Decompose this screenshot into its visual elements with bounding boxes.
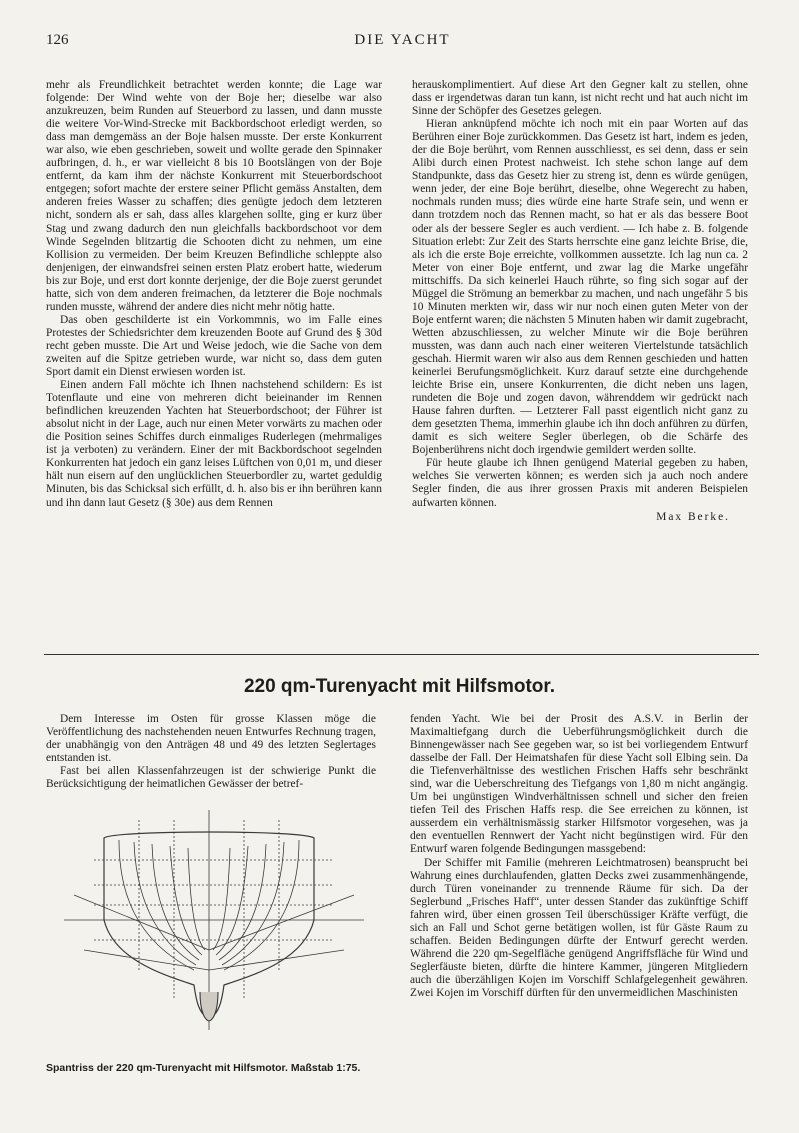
station-line <box>170 846 202 955</box>
paragraph: Das oben geschilderte ist ein Vorkommnis, wo im Falle eines Protestes der Schiedsrichter dem kreuzenden Boote auf Grund des § 30d recht geben musste. Die Art und Weise jedoch, wie die Sache von dem zweiten auf die Spitze getrieben wurde, war nicht so, dass dem guten Sport damit ein Dienst erwiesen worden ist. <box>46 313 382 379</box>
column-1 <box>46 79 382 510</box>
paragraph: Fast bei allen Klassenfahrzeugen ist der schwierige Punkt die Berücksichtigung der heimatlichen Gewässer der betref- <box>46 765 376 791</box>
paragraph: fenden Yacht. Wie bei der Prosit des A.S.V. in Berlin der Maximaltiefgang durch die Ueberführungsmöglichkeit durch die Binnengewässer nach See gegeben war, so ist bei vorliegendem Entwurf dasselbe der Fall. Der Heimatshafen für diese Yacht soll Elbing sein. Da die Tiefenverhältnisse des westlichen Frischen Haffs sehr beschränkt sind, war die Ueberschreitung des Tiefgangs von 1,80 m nicht angängig. Um bei ungünstigen Windverhältnissen schnell und sicher den freien tiefen Teil des Frischen Haffs resp. die See erreichen zu können, ist ausserdem ein verhältnismässig starker Hilfsmotor vorgesehen, was ja den eventuellen Rennwert der Yacht nicht begünstigen wird. Für den Entwurf waren folgende Bedingungen massgebend: <box>410 713 748 856</box>
paragraph: Der Schiffer mit Familie (mehreren Leichtmatrosen) beansprucht bei Wahrung eines durchlaufenden, glatten Decks zwei zusammenhängende, durch Türen voneinander zu trennende Räume für sich. Da der Seglerbund „Frisches Haff“, unter dessen Stander das zukünftige Schiff fahren wird, über einen grossen Teil überschüssiger Kräfte verfügt, die sich an Fall und Schot gerne betätigen wollen, ist für Gäste Raum zu schaffen. Beiden Bedingungen dürfte der Entwurf gerecht werden. Während die 220 qm-Segelfläche genügend Angriffsfläche für Wind und Seglerfäuste bieten, dürfte die hintere Kammer, jüngeren Mitgliedern auch die überzähligen Kojen im Vorschiff Schlafgelegenheit gewähren. Zwei Kojen im Vorschiff dürften für den unvermeidlichen Maschinisten <box>410 856 748 999</box>
column-3 <box>46 713 376 791</box>
paragraph: Einen andern Fall möchte ich Ihnen nachstehend schildern: Es ist Totenflaute und eine von mehreren dicht beieinander im Rennen befindlichen kreuzenden Yachten hat Steuerbordschoot; der Führer ist absolut nicht in der Lage, auch nur einen Meter vorwärts zu machen oder die Position seines Schiffes durch einmaliges Ruderlegen (mehrmaliges ist ja verboten) zu verändern. Einer der mit Backbordschoot segelnden Konkurrenten hat jedoch ein ganz leises Lüftchen von 0,01 m, und dieser hält nun eisern auf den unglücklichen Steuerbordler zu, wartet geduldig Minuten, bis das Schicksal sich erfüllt, d. h. also bis er ihn berühren kann und ihn dann laut Gesetz (§ 30e) aus dem Rennen <box>46 379 382 509</box>
station-line <box>213 848 230 950</box>
paragraph: Für heute glaube ich Ihnen genügend Material gegeben zu haben, welches Sie verwerten können; es werden sich ja auch noch andere Segler finden, die aus ihrer grossen Praxis mit anderen Beispielen aufwarten können. <box>412 457 748 509</box>
section-divider <box>44 654 759 655</box>
ballast-keel <box>200 992 218 1021</box>
article-title: 220 qm-Turenyacht mit Hilfsmotor. <box>243 676 556 697</box>
column-2 <box>412 79 748 524</box>
station-line <box>134 842 196 965</box>
diagonal-line <box>74 895 209 950</box>
page-header <box>46 32 759 54</box>
station-line <box>188 848 205 950</box>
page-number: 126 <box>46 32 69 48</box>
paragraph: Hieran anknüpfend möchte ich noch mit ein paar Worten auf das Berühren einer Boje zurückkommen. Das Gesetz ist hart, indem es jeden, der die Boje berührt, vom Rennen ausschliesst, es sei denn, dass er sein Alibi durch einen Protest nachweist. Ich stehe schon lange auf dem Standpunkte, dass das Gesetz hier zu streng ist, denn es würde genügen, wenn jeder, der eine Boje berührt, dieselbe, ohne Wegerecht zu haben, nochmals runden muss; dies würde eine harte Strafe sein, und wenn er dann trotzdem noch das Rennen macht, so hat er als das bessere Boot oder als der bessere Segler es auch verdient. — Ich habe z. B. folgende Situation erlebt: Zur Zeit des Starts herrschte eine ganz leichte Brise, die, als ich die erste Boje erreichte, vollkommen aussetzte. Ich lag nun ca. 2 Meter von einer Boje entfernt, und zwar lag die Marke ungefähr mittschiffs. Da sich keinerlei Hauch rührte, so fing sich sogar auf der Müggel die Strömung an bemerkbar zu machen, und nach ungefähr 5 bis 10 Minuten merkten wir, dass wir nur noch einen guten Meter von der Boje entfernt waren; die nächsten 5 Minuten haben wir damit zugebracht, Wetten abzuschliessen, zu welcher Minute wir die Boje berühren mussten, was dann auch nach einer weiteren Viertelstunde tatsächlich geschah. Hiermit waren wir also aus dem Rennen geschieden und hatten keinerlei Berufungsmöglichkeit. Kurz darauf setzte eine durchgehende leichte Brise ein, unsere Konkurrenten, die dicht neben uns lagen, rundeten die Boje und zogen davon, währenddem wir gedrückt nach Hause fahren durften. — Letzterer Fall passt eigentlich nicht ganz zu dem gesetzten Thema, immerhin glaube ich ihn doch anführen zu dürfen, damit es sich weitere Segler überlegen, ob die Schärfe des Bojenberührens nicht doch irgendwie gemildert werden sollte. <box>412 118 748 457</box>
author-signature: Max Berke. <box>656 510 730 523</box>
figure-caption: Spantriss der 220 qm-Turenyacht mit Hilfsmotor. Maßstab 1:75. <box>46 1062 361 1074</box>
station-line <box>222 842 284 965</box>
body-plan-drawing <box>64 800 364 1040</box>
paragraph: herauskomplimentiert. Auf diese Art den Gegner kalt zu stellen, ohne dass er irgendetwas daran tun kann, ist nicht recht und hat auch nicht im Sinne der Schöpfer des Gesetzes gelegen. <box>412 79 748 118</box>
column-4 <box>410 713 748 1000</box>
paragraph: Dem Interesse im Osten für grosse Klassen möge die Veröffentlichung des nachstehenden neuen Entwurfes Rechnung tragen, der unabhängig von den Anträgen 48 und 49 des letzten Seglertages entstanden ist. <box>46 713 376 765</box>
hull-body-plan-figure <box>64 800 364 1040</box>
station-line <box>216 846 248 955</box>
paragraph: mehr als Freundlichkeit betrachtet werden konnte; die Lage war folgende: Der Wind wehte von der Boje her; dieselbe war also anzukreuzen, beim Runden auf Steuerbord zu lassen, und dann musste die weitere Vor-Wind-Strecke mit Backbordschoot erledigt werden, so dass man demgemäss an der Boje halsen musste. Der erste Konkurrent war also, wie eben geschrieben, soweit und wollte gerade den Spinnaker aufbringen, d. h., er war vielleicht 8 bis 10 Bootslängen von der Boje entfernt, da kam ihm der nächste Konkurrent mit Steuerbordschoot entgegen; sofort machte der erstere seiner Pflicht gemäss Anstalten, dem anderen freies Wasser zu schaffen; dies genügte jedoch dem letzteren nicht, sondern als er sah, dass alles klargehen sollte, ging er kurz über Stag und zwang dadurch den nun gleichfalls backbordschoot vor dem Winde Segelnden blitzartig die Schooten dicht zu nehmen, um eine Kollision zu vermeiden. Der beim Kreuzen Befindliche schleppte also denjenigen, der einwandsfrei seinen ersten Platz erobert hatte, wiederum bis zur Boje, und erst dort konnte derjenige, der die Boje zuerst gerundet hatte, sich von dem anderen freimachen, da letzterer die Boje nochmals runden musste, während der andere dies nicht mehr nötig hatte. <box>46 79 382 313</box>
running-title: DIE YACHT <box>354 32 451 48</box>
diagonal-line <box>209 895 354 950</box>
